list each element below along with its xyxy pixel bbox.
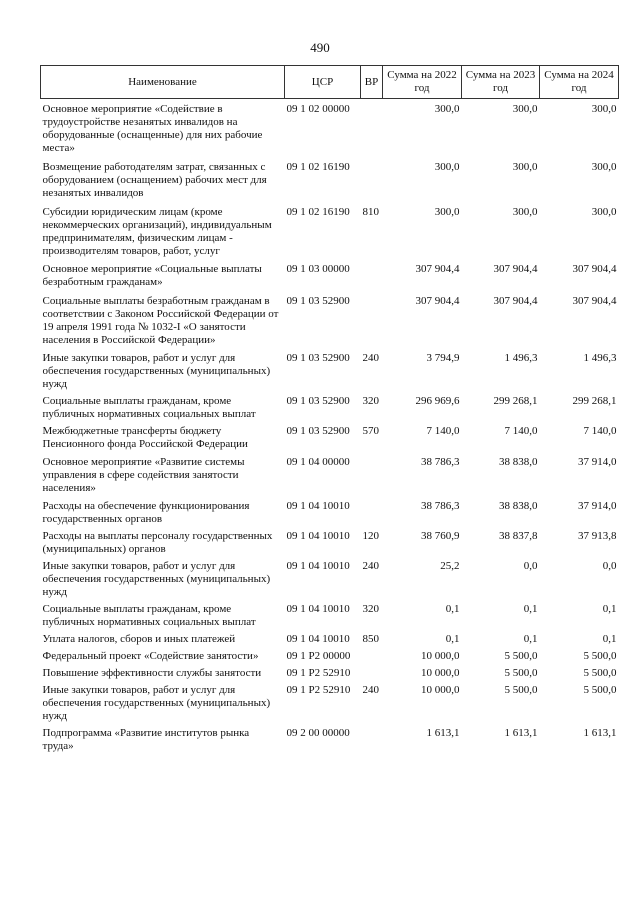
cell-sum-2023: 1 496,3 bbox=[504, 352, 538, 364]
cell-sum-2024: 300,0 bbox=[591, 103, 617, 115]
cell-name: Основное мероприятие «Развитие системы управления в сфере содействия занятости населения» bbox=[42, 456, 245, 494]
table-row bbox=[41, 680, 619, 723]
cell-name: Иные закупки товаров, работ и услуг для обеспечения государственных (муниципальных) нужд bbox=[42, 352, 271, 390]
cell-sum-2022: 38 786,3 bbox=[421, 456, 460, 468]
cell-sum-2022: 1 613,1 bbox=[426, 727, 460, 739]
cell-sum-2024: 0,1 bbox=[602, 603, 617, 615]
cell-csr: 09 1 03 00000 bbox=[286, 263, 350, 275]
table-row bbox=[41, 289, 619, 347]
cell-sum-2024: 37 914,0 bbox=[578, 456, 617, 468]
cell-sum-2023: 7 140,0 bbox=[504, 425, 538, 437]
cell-sum-2022: 296 969,6 bbox=[415, 395, 460, 407]
table-row bbox=[41, 526, 619, 556]
cell-vr: 320 bbox=[362, 603, 379, 615]
cell-vr bbox=[361, 646, 383, 663]
cell-sum-2022: 3 794,9 bbox=[426, 352, 460, 364]
budget-table bbox=[40, 65, 619, 753]
table-body bbox=[41, 99, 619, 754]
cell-sum-2024: 307 904,4 bbox=[572, 263, 617, 275]
page-number: 490 bbox=[310, 40, 330, 55]
cell-csr: 09 2 00 00000 bbox=[286, 727, 350, 739]
cell-name: Федеральный проект «Содействие занятости» bbox=[42, 650, 259, 662]
table-row bbox=[41, 646, 619, 663]
table-header-row bbox=[41, 66, 619, 99]
cell-sum-2024: 5 500,0 bbox=[583, 650, 617, 662]
cell-name: Повышение эффективности службы занятости bbox=[42, 667, 262, 679]
cell-name: Уплата налогов, сборов и иных платежей bbox=[42, 633, 236, 645]
cell-csr: 09 1 04 10010 bbox=[286, 603, 350, 615]
cell-sum-2022: 25,2 bbox=[440, 560, 460, 572]
cell-sum-2022: 300,0 bbox=[434, 103, 460, 115]
cell-name: Межбюджетные трансферты бюджету Пенсионного фонда Российской Федерации bbox=[42, 425, 248, 450]
table-row bbox=[41, 663, 619, 680]
header-name: Наименование bbox=[41, 66, 285, 99]
cell-sum-2024: 37 914,0 bbox=[578, 500, 617, 512]
cell-sum-2022: 307 904,4 bbox=[415, 295, 460, 307]
cell-sum-2022: 38 760,9 bbox=[421, 530, 460, 542]
cell-sum-2023: 5 500,0 bbox=[504, 667, 538, 679]
header-sum-2024: Сумма на 2024 год bbox=[540, 66, 619, 99]
cell-csr: 09 1 03 52900 bbox=[286, 295, 350, 307]
cell-name: Субсидии юридическим лицам (кроме некоммерческих организаций), индивидуальным предпринимателям, физическим лицам - производителям товаров, работ, услуг bbox=[42, 206, 272, 257]
cell-sum-2023: 0,0 bbox=[523, 560, 538, 572]
table-row bbox=[41, 99, 619, 156]
cell-sum-2024: 299 268,1 bbox=[572, 395, 617, 407]
cell-sum-2024: 37 913,8 bbox=[578, 530, 617, 542]
cell-csr: 09 1 P2 52910 bbox=[286, 667, 351, 679]
cell-sum-2024: 0,0 bbox=[602, 560, 617, 572]
cell-sum-2024: 5 500,0 bbox=[583, 667, 617, 679]
cell-sum-2023: 307 904,4 bbox=[493, 295, 538, 307]
cell-sum-2023: 0,1 bbox=[523, 633, 538, 645]
cell-name: Основное мероприятие «Социальные выплаты безработным гражданам» bbox=[42, 263, 262, 288]
header-sum-2023: Сумма на 2023 год bbox=[462, 66, 540, 99]
cell-sum-2023: 300,0 bbox=[512, 103, 538, 115]
cell-sum-2022: 300,0 bbox=[434, 206, 460, 218]
cell-vr: 570 bbox=[362, 425, 379, 437]
cell-sum-2023: 38 838,0 bbox=[499, 500, 538, 512]
table-row bbox=[41, 556, 619, 599]
cell-vr: 320 bbox=[362, 395, 379, 407]
table-row bbox=[41, 495, 619, 526]
cell-csr: 09 1 P2 00000 bbox=[286, 650, 351, 662]
cell-csr: 09 1 04 00000 bbox=[286, 456, 350, 468]
cell-vr bbox=[361, 723, 383, 753]
table-row bbox=[41, 599, 619, 629]
cell-vr bbox=[361, 155, 383, 200]
cell-sum-2024: 1 613,1 bbox=[583, 727, 617, 739]
cell-name: Социальные выплаты гражданам, кроме публичных нормативных социальных выплат bbox=[42, 395, 256, 420]
cell-vr bbox=[361, 289, 383, 347]
table-row bbox=[41, 451, 619, 495]
cell-vr bbox=[361, 663, 383, 680]
cell-sum-2023: 38 837,8 bbox=[499, 530, 538, 542]
cell-vr: 240 bbox=[362, 352, 379, 364]
cell-vr bbox=[361, 258, 383, 289]
cell-sum-2022: 10 000,0 bbox=[421, 684, 460, 696]
cell-name: Основное мероприятие «Содействие в трудоустройстве незанятых инвалидов на оборудованные (оснащенные) для них рабочие места» bbox=[42, 103, 263, 154]
cell-sum-2022: 10 000,0 bbox=[421, 667, 460, 679]
cell-name: Иные закупки товаров, работ и услуг для обеспечения государственных (муниципальных) нужд bbox=[42, 684, 271, 722]
cell-name: Расходы на выплаты персоналу государственных (муниципальных) органов bbox=[42, 530, 273, 555]
cell-vr: 240 bbox=[362, 684, 379, 696]
cell-name: Социальные выплаты гражданам, кроме публичных нормативных социальных выплат bbox=[42, 603, 256, 628]
cell-sum-2024: 7 140,0 bbox=[583, 425, 617, 437]
cell-vr: 120 bbox=[362, 530, 379, 542]
cell-csr: 09 1 03 52900 bbox=[286, 352, 350, 364]
header-vr: ВР bbox=[361, 66, 383, 99]
cell-name: Иные закупки товаров, работ и услуг для обеспечения государственных (муниципальных) нужд bbox=[42, 560, 271, 598]
cell-csr: 09 1 02 16190 bbox=[286, 161, 350, 173]
cell-sum-2022: 7 140,0 bbox=[426, 425, 460, 437]
cell-name: Возмещение работодателям затрат, связанных с оборудованием (оснащением) рабочих мест для незанятых инвалидов bbox=[42, 161, 267, 199]
table-row bbox=[41, 347, 619, 391]
cell-name: Расходы на обеспечение функционирования государственных органов bbox=[42, 500, 250, 525]
cell-vr: 810 bbox=[362, 206, 379, 218]
cell-sum-2022: 38 786,3 bbox=[421, 500, 460, 512]
cell-sum-2023: 300,0 bbox=[512, 161, 538, 173]
table-row bbox=[41, 258, 619, 289]
table-row bbox=[41, 155, 619, 200]
cell-sum-2024: 300,0 bbox=[591, 161, 617, 173]
cell-csr: 09 1 03 52900 bbox=[286, 425, 350, 437]
table-row bbox=[41, 421, 619, 451]
cell-vr bbox=[361, 451, 383, 495]
cell-sum-2023: 0,1 bbox=[523, 603, 538, 615]
header-sum-2022: Сумма на 2022 год bbox=[383, 66, 462, 99]
cell-csr: 09 1 04 10010 bbox=[286, 500, 350, 512]
cell-csr: 09 1 04 10010 bbox=[286, 560, 350, 572]
cell-sum-2023: 300,0 bbox=[512, 206, 538, 218]
cell-vr: 850 bbox=[362, 633, 379, 645]
cell-sum-2023: 299 268,1 bbox=[493, 395, 538, 407]
cell-sum-2023: 38 838,0 bbox=[499, 456, 538, 468]
cell-csr: 09 1 02 16190 bbox=[286, 206, 350, 218]
cell-csr: 09 1 P2 52910 bbox=[286, 684, 351, 696]
cell-sum-2022: 307 904,4 bbox=[415, 263, 460, 275]
cell-sum-2023: 5 500,0 bbox=[504, 650, 538, 662]
table-row bbox=[41, 391, 619, 421]
cell-sum-2024: 0,1 bbox=[602, 633, 617, 645]
cell-sum-2022: 300,0 bbox=[434, 161, 460, 173]
table-row bbox=[41, 200, 619, 258]
cell-vr bbox=[361, 99, 383, 156]
cell-sum-2024: 1 496,3 bbox=[583, 352, 617, 364]
cell-sum-2022: 0,1 bbox=[445, 633, 460, 645]
header-csr: ЦСР bbox=[285, 66, 361, 99]
cell-sum-2024: 300,0 bbox=[591, 206, 617, 218]
table-row bbox=[41, 629, 619, 646]
cell-sum-2022: 0,1 bbox=[445, 603, 460, 615]
cell-sum-2023: 307 904,4 bbox=[493, 263, 538, 275]
cell-sum-2024: 307 904,4 bbox=[572, 295, 617, 307]
cell-vr: 240 bbox=[362, 560, 379, 572]
cell-csr: 09 1 04 10010 bbox=[286, 633, 350, 645]
cell-vr bbox=[361, 495, 383, 526]
cell-name: Социальные выплаты безработным гражданам в соответствии с Законом Российской Федерации от 19 апреля 1991 года № 1032-I «О занятости населения в Российской Федерации» bbox=[42, 295, 279, 346]
cell-csr: 09 1 02 00000 bbox=[286, 103, 350, 115]
table-row bbox=[41, 723, 619, 753]
cell-name: Подпрограмма «Развитие институтов рынка труда» bbox=[42, 727, 250, 752]
cell-sum-2024: 5 500,0 bbox=[583, 684, 617, 696]
cell-csr: 09 1 03 52900 bbox=[286, 395, 350, 407]
cell-sum-2022: 10 000,0 bbox=[421, 650, 460, 662]
cell-sum-2023: 5 500,0 bbox=[504, 684, 538, 696]
cell-csr: 09 1 04 10010 bbox=[286, 530, 350, 542]
cell-sum-2023: 1 613,1 bbox=[504, 727, 538, 739]
